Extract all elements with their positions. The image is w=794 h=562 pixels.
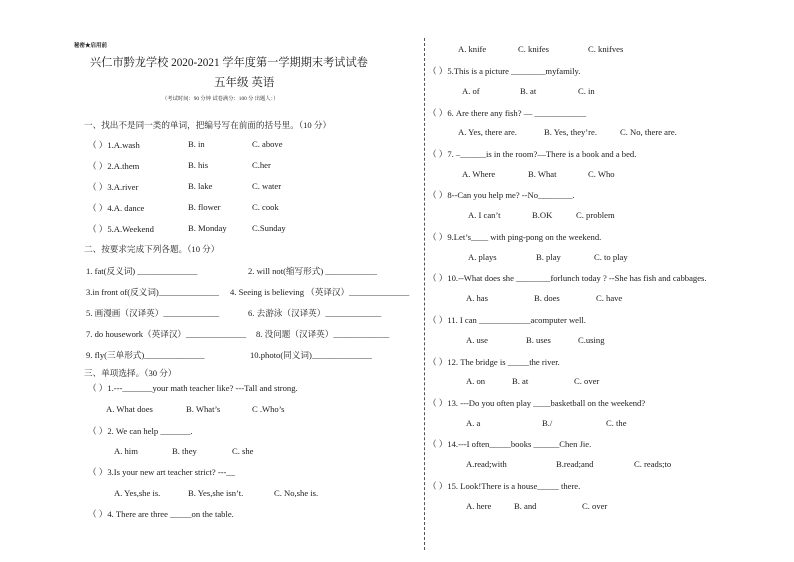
option-text: A. plays (468, 252, 497, 262)
option-text: C. to play (594, 252, 628, 262)
option-text: C. Who (588, 169, 615, 179)
option-text: C. the (606, 418, 627, 428)
option-text: C. No,she is. (274, 488, 319, 498)
option-text: C.using (578, 335, 605, 345)
question-stem: （ ）14.---I often_____books ______Chen Jie. (428, 439, 592, 449)
option-text: B. What’s (186, 404, 221, 414)
option-text: B. Yes,she isn’t. (188, 488, 244, 498)
option-text: B. uses (526, 335, 551, 345)
fill-item: 9. fly(三单形式)______________ (86, 350, 205, 360)
fill-item: 2. will not(缩写形式) ____________ (248, 266, 377, 276)
fill-item: 4. Seeing is believing （英译汉）______________ (230, 287, 410, 297)
question-stem: （ ）3.Is your new art teacher strict? ---__ (88, 467, 235, 477)
option-text: C.Sunday (252, 223, 286, 233)
question-stem: （ ）4. There are three _____on the table. (88, 509, 234, 519)
option-text: C. she (232, 446, 254, 456)
option-text: B. flower (188, 202, 221, 212)
question-stem: （ ）9.Let’s____ with ping-pong on the weekend. (428, 232, 602, 242)
option-text: B. they (172, 446, 197, 456)
question-stem: （ ）5.This is a picture ________myfamily. (428, 66, 581, 76)
option-text: B. What (528, 169, 557, 179)
question-stem: （ ）1.---_______your math teacher like? ---Tall and strong. (88, 383, 298, 393)
option-text: A.read;with (466, 459, 507, 469)
exam-title: 兴仁市黔龙学校 2020-2021 学年度第一学期期末考试试卷 (90, 57, 368, 69)
question-stem: （ ）2. We can help _______. (88, 426, 193, 436)
fill-item: 1. fat(反义词) ______________ (86, 266, 198, 276)
question-stem: （ ）7. –______is in the room?—There is a book and a bed. (428, 149, 637, 159)
option-text: C. water (252, 181, 282, 191)
option-text: B. in (188, 139, 205, 149)
option-text: B. at (520, 86, 537, 96)
option-text: B.read;and (556, 459, 594, 469)
option-text: C. cook (252, 202, 279, 212)
option-text: C. over (582, 501, 608, 511)
question-stem: （ ）4.A. dance (88, 203, 145, 213)
question-stem: （ ）2.A.them (88, 161, 140, 171)
column-divider (424, 38, 425, 550)
option-text: A. knife (458, 44, 487, 54)
option-text: B. at (512, 376, 529, 386)
option-text: C.her (252, 160, 271, 170)
option-text: B.OK (532, 210, 553, 220)
option-text: A. has (466, 293, 488, 303)
question-stem: （ ）12. The bridge is _____the river. (428, 357, 560, 367)
option-text: C. No, there are. (620, 127, 677, 137)
option-text: C. knifves (588, 44, 624, 54)
option-text: C. knifes (518, 44, 550, 54)
fill-item: 10.photo(同义词)______________ (250, 350, 372, 360)
option-text: C .Who’s (252, 404, 285, 414)
exam-meta: （考试时间：90 分钟 试卷满分：100 分 出题人：） (162, 96, 279, 102)
fill-item: 8. 没问题（汉译英）_____________ (256, 329, 390, 339)
option-text: B. his (188, 160, 209, 170)
fill-item: 7. do housework（英译汉）______________ (86, 329, 247, 339)
question-stem: （ ）8--Can you help me? --No________. (428, 190, 575, 200)
fill-item: 3.in front of(反义词)______________ (86, 287, 219, 297)
question-stem: （ ）1.A.wash (88, 140, 140, 150)
option-text: A. Yes,she is. (114, 488, 161, 498)
fill-item: 5. 画漫画（汉译英）_____________ (86, 308, 220, 318)
option-text: A. here (466, 501, 492, 511)
option-text: A. a (466, 418, 481, 428)
option-text: B. does (534, 293, 560, 303)
option-text: A. on (466, 376, 486, 386)
question-stem: （ ）10.--What does she ________forlunch today ? --She has fish and cabbages. (428, 273, 707, 283)
question-stem: （ ）11. I can ____________acomputer well. (428, 315, 586, 325)
section1-heading: 一、找出不是同一类的单词，把编号写在前面的括号里。（10 分） (84, 120, 332, 130)
option-text: A. Yes, there are. (458, 127, 517, 137)
option-text: A. Where (462, 169, 496, 179)
option-text: C. problem (576, 210, 615, 220)
question-stem: （ ）5.A.Weekend (88, 224, 154, 234)
option-text: A. I can’t (468, 210, 501, 220)
option-text: C. have (596, 293, 623, 303)
option-text: A. him (114, 446, 138, 456)
option-text: C. reads;to (634, 459, 672, 469)
option-text: A. of (462, 86, 480, 96)
option-text: B. play (536, 252, 561, 262)
option-text: B. Yes, they’re. (544, 127, 597, 137)
option-text: C. in (578, 86, 595, 96)
option-text: B. Monday (188, 223, 227, 233)
option-text: B. lake (188, 181, 213, 191)
option-text: A. What does (106, 404, 153, 414)
section2-heading: 二、按要求完成下列各题。（10 分） (84, 244, 220, 254)
question-stem: （ ）13. ---Do you often play ____basketball on the weekend? (428, 398, 646, 408)
question-stem: （ ）15. Look!There is a house_____ there. (428, 481, 581, 491)
section3-heading: 三、单项选择。（30 分） (84, 368, 177, 378)
option-text: A. use (466, 335, 488, 345)
question-stem: （ ）6. Are there any fish? — ____________ (428, 108, 586, 118)
option-text: B./ (542, 418, 553, 428)
option-text: C. over (574, 376, 600, 386)
question-stem: （ ）3.A.river (88, 182, 139, 192)
secret-label: 秘密★启用前 (74, 43, 108, 49)
exam-subtitle: 五年级 英语 (214, 77, 275, 89)
option-text: C. above (252, 139, 283, 149)
option-text: B. and (514, 501, 537, 511)
fill-item: 6. 去游泳（汉译英）_____________ (248, 308, 382, 318)
